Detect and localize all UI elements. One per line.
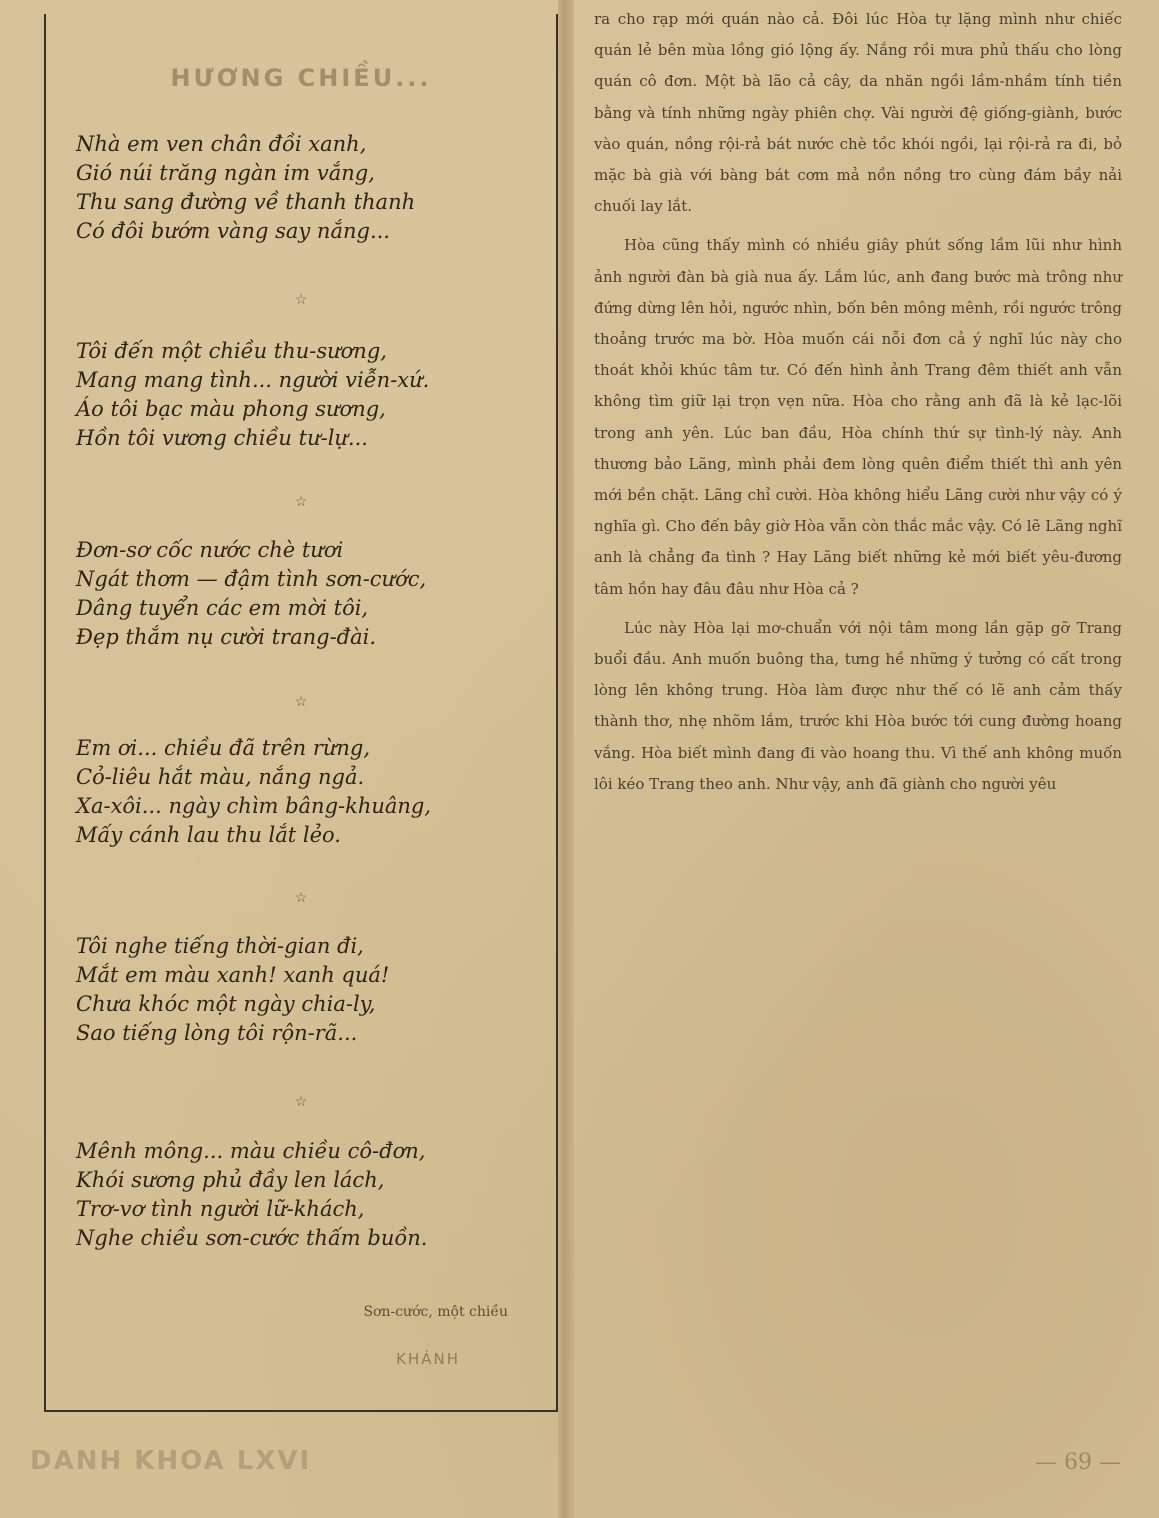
poem-line: Xa-xôi... ngày chìm bâng-khuâng,	[76, 794, 432, 818]
poem-line: Thu sang đường về thanh thanh	[76, 190, 416, 214]
poem-line: Nhà em ven chân đồi xanh,	[76, 132, 367, 156]
article-paragraph: Hòa cũng thấy mình có nhiều giây phút sống lầm lũi như hình ảnh người đàn bà già nua ấy. Lắm lúc, anh đang bước mà trông như đứng dừng lên hỏi, ngước nhìn, bốn bên mông mênh, rồi ngước trông thoảng trước ma bờ. Hòa muốn cái nỗi đơn cả ý nghĩ lúc này cho thoát khỏi khúc tâm tư. Có đến hình ảnh Trang đêm thiết anh vẫn không tìm giữ lại trọn vẹn nữa. Hòa cho rằng anh đã là kẻ lạc-lõi trong anh yên. Lúc ban đầu, Hòa chính thứ sự tình-lý này. Anh thương bảo Lãng, mình phải đem lòng quên điểm thiết thì anh yên mới bền chặt. Lãng chỉ cười. Hòa không hiểu Lãng cười như vậy có ý nghĩa gì. Cho đến bây giờ Hòa vẫn còn thắc mắc vậy. Có lẽ Lãng nghĩ anh là chẳng đa tình ? Hay Lãng biết những kẻ mới biết yêu-đương tâm hồn hay đâu đâu như Hòa cả ?	[594, 236, 1122, 598]
poem-line: Có đôi bướm vàng say nắng...	[76, 219, 390, 243]
article-paragraph: ra cho rạp mới quán nào cả. Đôi lúc Hòa tự lặng mình như chiếc quán lẻ bên mùa lồng gió lộng ấy. Nắng rồi mưa phủ thấu cho lòng quán cô đơn. Một bà lão cả cây, da nhăn ngồi lầm-nhầm tính tiền bằng và tính những ngày phiên chợ. Vài người đệ giống-giành, bước vào quán, nồng rội-rả bát nước chè tồc khói ngồi, lại rội-rả ra đi, bỏ mặc bà già với bàng bát cơm mả nồn nồng tro cùng đám bầy nải chuối lay lắt.	[594, 10, 1122, 216]
article-column	[594, 4, 1122, 800]
poem-line: Gió núi trăng ngàn im vắng,	[76, 161, 375, 185]
page-number: — 69 —	[1035, 1450, 1121, 1475]
footer-publication: DANH KHOA LXVI	[30, 1446, 312, 1476]
poem-line: Nghe chiều sơn-cước thấm buồn.	[76, 1226, 428, 1250]
poem-line: Tôi đến một chiều thu-sương,	[76, 339, 387, 363]
stanza-6	[76, 1137, 536, 1253]
star-divider: ☆	[294, 890, 308, 906]
stanza-2	[76, 337, 536, 453]
poem-line: Em ơi... chiều đã trên rừng,	[76, 736, 371, 760]
poem-line: Mênh mông... màu chiều cô-đơn,	[76, 1139, 426, 1163]
article-paragraph: Lúc này Hòa lại mơ-chuẩn với nội tâm mong lần gặp gỡ Trang buổi đầu. Anh muốn buông tha, tưng hề những ý tưởng có cất trong lòng lên không trung. Hòa làm được như thế có lẽ anh cảm thấy thành thơ, nhẹ nhõm lắm, trước khi Hòa bước tới cung đường hoang vắng. Hòa biết mình đang đi vào hoang thu. Vì thế anh không muốn lôi kéo Trang theo anh. Như vậy, anh đã giành cho người yêu	[594, 618, 1122, 793]
poem-line: Mắt em màu xanh! xanh quá!	[76, 963, 390, 987]
poem-line: Áo tôi bạc màu phong sương,	[76, 397, 386, 421]
poem-line: Sao tiếng lòng tôi rộn-rã...	[76, 1021, 358, 1045]
poem-line: Mang mang tình... người viễn-xứ.	[76, 368, 430, 392]
poem-line: Ngát thơm — đậm tình sơn-cước,	[76, 567, 427, 591]
poem-line: Mấy cánh lau thu lắt lẻo.	[76, 823, 341, 847]
star-divider: ☆	[294, 1094, 308, 1110]
poem-line: Trơ-vơ tình người lữ-khách,	[76, 1197, 365, 1221]
stanza-5	[76, 932, 536, 1048]
stanza-1	[76, 130, 536, 246]
star-divider: ☆	[294, 494, 308, 510]
star-divider: ☆	[294, 694, 308, 710]
page-gutter	[558, 0, 574, 1518]
poem-box	[44, 14, 558, 1412]
poem-line: Hồn tôi vương chiều tư-lự...	[76, 426, 368, 450]
poem-title: HƯƠNG CHIỀU...	[170, 64, 432, 92]
poem-line: Cỏ-liêu hắt màu, nắng ngả.	[76, 765, 365, 789]
poem-line: Đơn-sơ cốc nước chè tươi	[76, 538, 344, 562]
poem-line: Chưa khóc một ngày chia-ly,	[76, 992, 376, 1016]
poem-author: KHÁNH	[396, 1350, 460, 1368]
poem-line: Khói sương phủ đầy len lách,	[76, 1168, 385, 1192]
stanza-4	[76, 734, 536, 850]
poem-line: Dâng tuyển các em mời tôi,	[76, 596, 369, 620]
star-divider: ☆	[294, 292, 308, 308]
poem-line: Tôi nghe tiếng thời-gian đi,	[76, 934, 364, 958]
poem-signature: Sơn-cước, một chiều	[363, 1304, 508, 1320]
stanza-3	[76, 536, 536, 652]
poem-line: Đẹp thắm nụ cười trang-đài.	[76, 625, 377, 649]
